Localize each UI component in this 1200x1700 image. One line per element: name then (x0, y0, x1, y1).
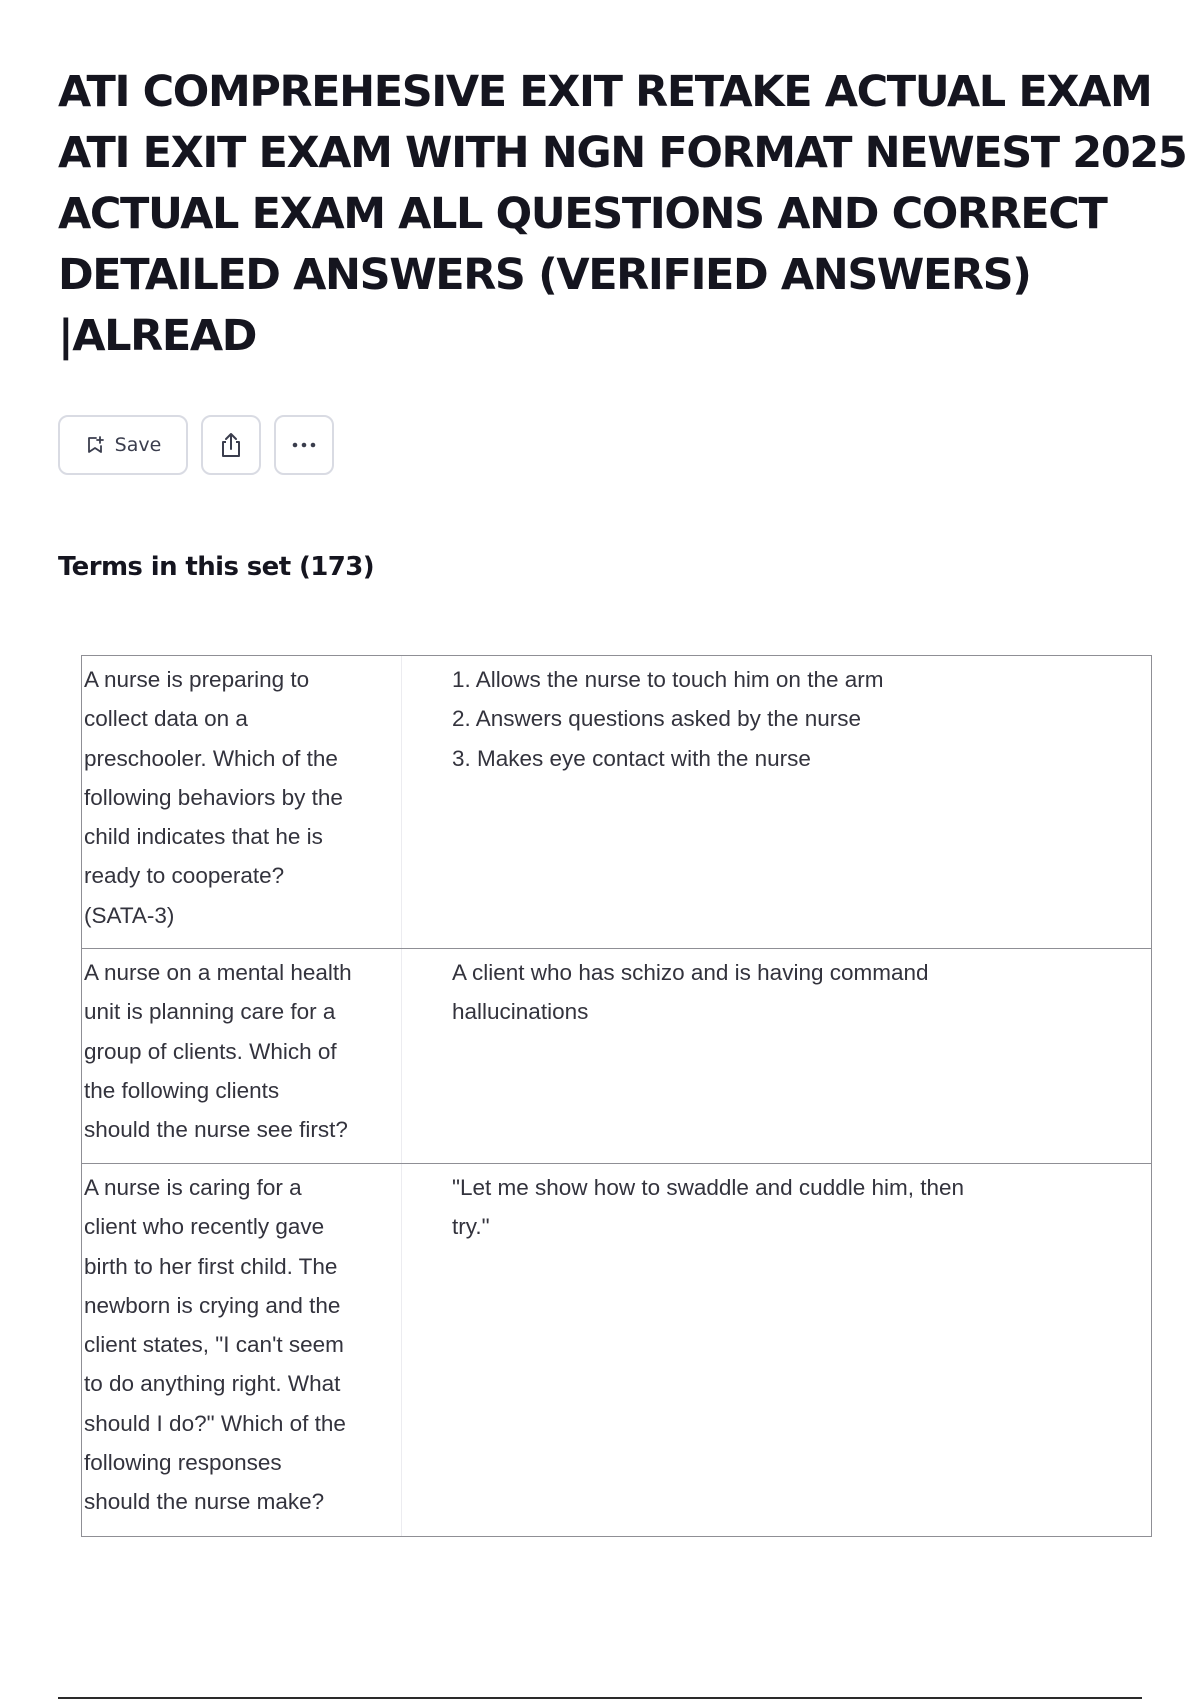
save-button-label: Save (114, 434, 162, 456)
terms-heading: Terms in this set (173) (58, 552, 375, 582)
definition-text: 1. Allows the nurse to touch him on the arm 2. Answers questions asked by the nurse 3. Makes eye contact with the nurse (452, 667, 884, 771)
term-row (82, 949, 1151, 1164)
more-button[interactable] (274, 415, 334, 475)
share-icon (217, 431, 245, 459)
term-text: A nurse on a mental health unit is planning care for a group of clients. Which of the following clients should the nurse see first? (82, 949, 402, 1163)
action-bar (58, 415, 334, 475)
share-button[interactable] (201, 415, 261, 475)
page-title: ATI COMPREHESIVE EXIT RETAKE ACTUAL EXAM ATI EXIT EXAM WITH NGN FORMAT NEWEST 2025 ACTUAL EXAM ALL QUESTIONS AND CORRECT DETAILED ANSWERS (VERIFIED ANSWERS) |ALREAD (58, 67, 1187, 361)
definition-text: "Let me show how to swaddle and cuddle him, then try." (452, 1175, 965, 1240)
more-horizontal-icon (290, 441, 318, 449)
definition-text: A client who has schizo and is having command hallucinations (452, 960, 929, 1025)
bookmark-plus-icon (85, 435, 105, 455)
term-row (82, 656, 1151, 949)
page-divider (58, 1697, 1142, 1699)
term-text: A nurse is preparing to collect data on a preschooler. Which of the following behaviors by the child indicates that he is ready to cooperate? (SATA-3) (82, 656, 402, 948)
term-text: A nurse is caring for a client who recently gave birth to her first child. The newborn is crying and the client states, "I can't seem to do anything right. What should I do?" Which of the following responses should the nurse make? (82, 1164, 402, 1536)
save-button[interactable] (58, 415, 188, 475)
term-row (82, 1164, 1151, 1536)
terms-table (81, 655, 1152, 1537)
